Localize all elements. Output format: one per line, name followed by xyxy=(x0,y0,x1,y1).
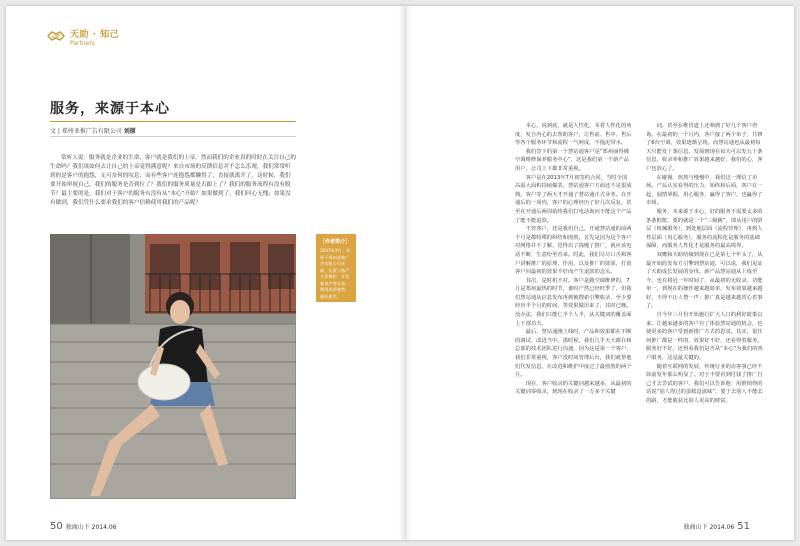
paragraph: 自今年三月份开始施行扩大人口的利好政策以来，让越来越多的客户有了体验慧站通的机会，也使更多的客户受到新推广方式的恩泉。其实，很任何推广都是一样的，效果好不好，还看得着服务。服务好不好，还得看我们是否从“本心”为我们的客户服务，这是最关键的。 xyxy=(646,312,763,362)
paragraph: 随着互联网的发展，传统行业的访客事已经不如前发年那么明显了。对于丰要看到付钱了推广自己才去尝试的客户，我们可以告诉他：用推销得的话说“别人得过的蛋糕没滋味”，要于去别人不能去的路，才能收获比别人更高的财富。 xyxy=(646,363,763,404)
section-subtitle: Partners xyxy=(70,40,95,47)
paragraph: 我们签下的第一个慧站通客户是“郑州丽得佛空调维修保养服务中心”，这是我们第一个新产品用户，公司上下都非常重视。 xyxy=(515,148,629,172)
paragraph: 服务，本来源于本心，好的服务不需要太多的条条框框，要的就是一个“三级跳”，即从用户的阶层（机械服务），到处地层面（流程管理），再到人性层面（用心服务），服务的流程化是服务的基础保障，而服务人性化才是服务的最高境界。 xyxy=(646,208,763,250)
author-intro-box xyxy=(316,234,356,302)
folio-label-right: 独商山下 2014.06 xyxy=(683,524,735,531)
paragraph: 本心，说到底，就是人性化，本着人性化的角度，发自内心的去帮助客户，让售前、售中、售后等各个服务环节和流程一气呵成，不拖泥带水。 xyxy=(515,123,632,147)
page-number-right: 51 xyxy=(737,521,750,532)
paragraph: 最后，慧站通刚上线时，产品和效果都在不断的调试、改进当中。那时候，我们几乎天天都在和总部的技术团队进行沟通，因为这是第一个客户，我们非常重视，客户没时间管理后台，我们就帮他们代发信息，在改进和维护中度过了最煎熬的两个月。 xyxy=(515,329,632,379)
paragraph: 词，甚至在维管道上还频到了好几个客户咨询。在最初的一个月内，客户接了两个单子，共修了6台空调，效果逐渐呈现。而慧站通也从最初每天只能发十条信息，发展到现在每天可以发五十条信息，收录率和推广效果越来越好，我们的心，客户也放心了。 xyxy=(646,123,763,172)
paragraph: 双鹰和天助结缘到现在已是第七个年头了，从最开始的发布方引擎到慧站通，可以说，我们见证了天助成长发展的步伐。新产品慧站通从上线至今，也有将近一年时间了，从最初的无收录、功能单一，到现在的操作越来越简单，发布效果越来越好，不得不让人赞一声：推广真是越来越省心省事了。 xyxy=(646,251,763,310)
author-photo xyxy=(50,234,296,499)
body-column-right xyxy=(646,122,763,406)
paragraph: 其次，是时机不对。客户是做空调维修的，7月是郑州最热的时节，谁时产然已经旺季了，但我们慧站通从信息发布再到被搜索引擎收录，至少要经历半个月的时间，等效果做出来了，其时已晚。没办法，我们只能仨半个人半，从关键词的覆盖面上下部功夫。 xyxy=(515,277,632,327)
folio-label-left: 独商山下 2014.06 xyxy=(65,524,117,531)
page-fold-shadow xyxy=(399,6,413,540)
folio-right xyxy=(684,521,750,532)
byline-author: 刘原 xyxy=(123,128,136,135)
byline xyxy=(50,126,136,135)
byline-rule xyxy=(50,136,296,137)
handshake-icon xyxy=(46,26,66,46)
byline-prefix: 文 | 郑州亚推广告有限公司 xyxy=(50,128,122,135)
author-intro-label: ［作者简介］ xyxy=(320,239,351,245)
author-intro-text: 2007年3月，刘原于郑州亚推广告有限公司任职，负责与客户关系维护、开发新客户等业务，期间成绩斐然，屡获嘉奖。 xyxy=(320,248,351,299)
article-title: 服务，来源于本心 xyxy=(50,101,170,117)
title-rule xyxy=(50,121,296,122)
section-title: 天助 · 知己 xyxy=(70,30,120,40)
paragraph: 在碰撞、煎熬与慢慢中，我们这一理信了市场。产品认实看得的压力，始终和后面，客户在一起，闻情掌握，用心服务，赢得了客户，也赢得了市场。 xyxy=(646,174,763,207)
paragraph: 不管客户，还是我们自己，开通慧站通的前两个月是都特殊的纠结和煎熬。首先是因为这个客户对网络并不了解，觉得出了钱慢了推广，就应该电话不断，生意纷至沓来。时此，我们尽尽口舌和客户讲解推广的原理、作用，以及推广的效果，打消客户回最初的效果不好而产生退款的念头。 xyxy=(515,226,632,276)
page-number-left: 50 xyxy=(50,521,63,532)
paragraph: 客户是在2013年7月初签约合同，当时全国高温大面积持续爆表，慧站通客户方面还不是很成熟，客户等了两天才开通了慧站通正式业务。在开通后的一周内，客户的心理经历了好几次反复，甚至在开通后两周始终我们打电话询问不能这个产品了能不能退款。 xyxy=(515,174,632,224)
paragraph: 现在，客户收录的关键词越来越多，从最初的关键词零收录，到现在收录了一万多个关键 xyxy=(515,380,632,396)
lead-paragraph: 常听人说：服务就是企业的生命，客户就是我们的上帝。然而我们的企业真的时时在关注自己的生命吗？我们该如何去让自己的上帝觉得满意呢？来自市场的反馈信息并不怎么乐观，我们常常听到的是客户的抱怨，无可奈何的叹息；而有些客户连抱怨都懒得了，直接就离开了。这时候，我们要开始审视自己，我们的服务是否到位了？我们的服务质量是否跟上了？我们的服务流程有没有脱节？最主要的是，我们对于客户的服务有没有从“本心”开始？如果做到了，我们问心无愧；如果没有做到，我们凭什么要求我们的客户信赖使用我们的产品呢？ xyxy=(50,155,296,206)
body-column-left xyxy=(515,122,632,397)
magazine-spread xyxy=(6,6,794,540)
folio-left xyxy=(50,521,116,532)
